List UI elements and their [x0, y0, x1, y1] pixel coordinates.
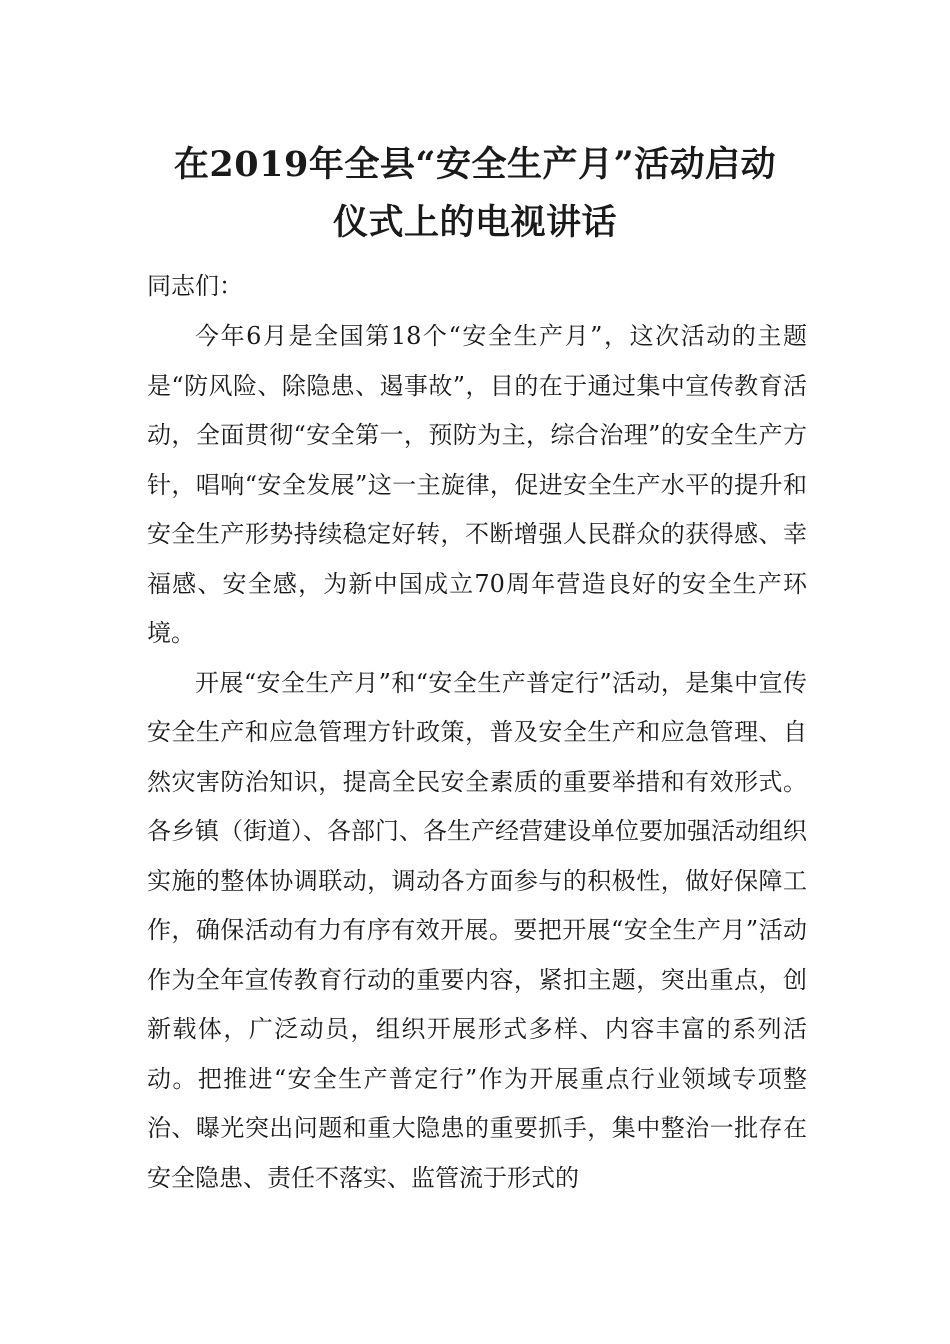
- salutation: 同志们：: [147, 272, 243, 300]
- paragraph-2: 开展“安全生产月”和“安全生产普定行”活动，是集中宣传安全生产和应急管理方针政策，普及安全生产和应急管理、自然灾害防治知识，提高全民安全素质的重要举措和有效形式。各乡镇（街道）、各部门、各生产经营建设单位要加强活动组织实施的整体协调联动，调动各方面参与的积极性，做好保障工作，确保活动有力有序有效开展。要把开展“安全生产月”活动作为全年宣传教育行动的重要内容，紧扣主题，突出重点，创新载体，广泛动员，组织开展形式多样、内容丰富的系列活动。把推进“安全生产普定行”作为开展重点行业领域专项整治、曝光突出问题和重大隐患的重要抓手，集中整治一批存在安全隐患、责任不落实、监管流于形式的: [147, 668, 807, 1192]
- title-line-1: 在2019年全县“安全生产月”活动启动: [173, 144, 777, 185]
- title-line-2: 仪式上的电视讲话: [332, 202, 617, 243]
- document-title: [0, 136, 950, 252]
- paragraph-1: 今年6月是全国第18个“安全生产月”，这次活动的主题是“防风险、除隐患、遏事故”，目的在于通过集中宣传教育活动，全面贯彻“安全第一，预防为主，综合治理”的安全生产方针，唱响“安全发展”这一主旋律，促进安全生产水平的提升和安全生产形势持续稳定好转，不断增强人民群众的获得感、幸福感、安全感，为新中国成立70周年营造良好的安全生产环境。: [147, 322, 807, 647]
- body-text: [147, 312, 807, 1203]
